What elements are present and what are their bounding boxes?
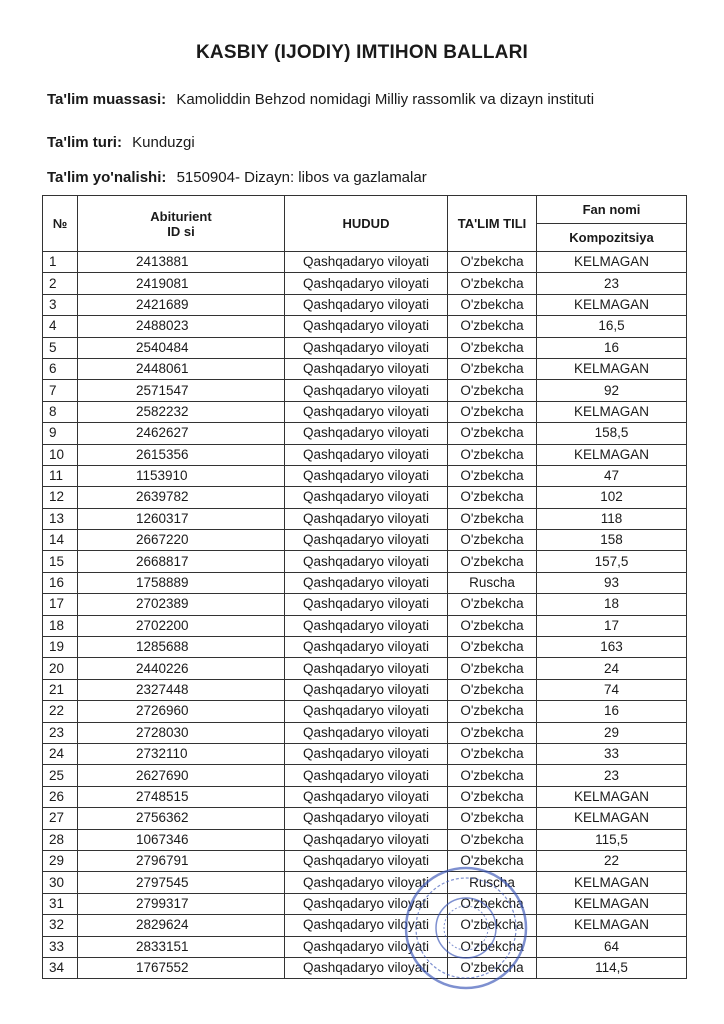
table-row	[43, 444, 687, 465]
cell-region: Qashqadaryo viloyati	[285, 508, 448, 529]
cell-score: 114,5	[537, 957, 687, 978]
cell-num: 13	[43, 508, 78, 529]
cell-applicant-id: 2639782	[78, 487, 285, 508]
cell-language: Ruscha	[448, 872, 537, 893]
cell-region: Qashqadaryo viloyati	[285, 872, 448, 893]
cell-region: Qashqadaryo viloyati	[285, 465, 448, 486]
cell-num: 14	[43, 530, 78, 551]
cell-score: KELMAGAN	[537, 401, 687, 422]
cell-score: 16	[537, 337, 687, 358]
cell-num: 28	[43, 829, 78, 850]
cell-applicant-id: 1285688	[78, 637, 285, 658]
cell-applicant-id: 1260317	[78, 508, 285, 529]
cell-score: KELMAGAN	[537, 915, 687, 936]
cell-applicant-id: 2799317	[78, 893, 285, 914]
cell-score: KELMAGAN	[537, 893, 687, 914]
cell-num: 5	[43, 337, 78, 358]
table-row	[43, 808, 687, 829]
direction-label: Ta'lim yo'nalishi:	[47, 169, 167, 186]
institution-line	[47, 91, 594, 108]
cell-num: 11	[43, 465, 78, 486]
study-type-line	[47, 134, 195, 151]
cell-region: Qashqadaryo viloyati	[285, 337, 448, 358]
cell-language: O'zbekcha	[448, 637, 537, 658]
cell-region: Qashqadaryo viloyati	[285, 808, 448, 829]
cell-num: 31	[43, 893, 78, 914]
cell-score: 18	[537, 594, 687, 615]
table-row	[43, 701, 687, 722]
cell-region: Qashqadaryo viloyati	[285, 850, 448, 871]
cell-applicant-id: 2702200	[78, 615, 285, 636]
cell-applicant-id: 2462627	[78, 423, 285, 444]
cell-num: 23	[43, 722, 78, 743]
table-row	[43, 465, 687, 486]
cell-score: KELMAGAN	[537, 252, 687, 273]
table-row	[43, 252, 687, 273]
cell-score: 23	[537, 765, 687, 786]
table-row	[43, 401, 687, 422]
cell-region: Qashqadaryo viloyati	[285, 273, 448, 294]
cell-score: 23	[537, 273, 687, 294]
table-row	[43, 572, 687, 593]
cell-applicant-id: 2667220	[78, 530, 285, 551]
cell-applicant-id: 1758889	[78, 572, 285, 593]
cell-num: 32	[43, 915, 78, 936]
cell-num: 7	[43, 380, 78, 401]
cell-num: 1	[43, 252, 78, 273]
cell-num: 10	[43, 444, 78, 465]
cell-applicant-id: 2833151	[78, 936, 285, 957]
cell-num: 15	[43, 551, 78, 572]
cell-region: Qashqadaryo viloyati	[285, 957, 448, 978]
cell-score: 16	[537, 701, 687, 722]
cell-region: Qashqadaryo viloyati	[285, 765, 448, 786]
cell-num: 26	[43, 786, 78, 807]
table-row	[43, 615, 687, 636]
cell-language: O'zbekcha	[448, 679, 537, 700]
cell-applicant-id: 2440226	[78, 658, 285, 679]
cell-language: O'zbekcha	[448, 829, 537, 850]
cell-num: 6	[43, 358, 78, 379]
cell-num: 29	[43, 850, 78, 871]
cell-language: O'zbekcha	[448, 722, 537, 743]
cell-language: O'zbekcha	[448, 273, 537, 294]
cell-language: O'zbekcha	[448, 465, 537, 486]
table-row	[43, 786, 687, 807]
cell-region: Qashqadaryo viloyati	[285, 722, 448, 743]
table-row	[43, 829, 687, 850]
cell-language: O'zbekcha	[448, 444, 537, 465]
cell-num: 2	[43, 273, 78, 294]
cell-region: Qashqadaryo viloyati	[285, 572, 448, 593]
cell-score: KELMAGAN	[537, 358, 687, 379]
direction-line	[47, 169, 427, 186]
cell-num: 9	[43, 423, 78, 444]
cell-applicant-id: 2488023	[78, 316, 285, 337]
cell-language: O'zbekcha	[448, 508, 537, 529]
cell-language: O'zbekcha	[448, 530, 537, 551]
cell-num: 30	[43, 872, 78, 893]
cell-num: 8	[43, 401, 78, 422]
cell-num: 33	[43, 936, 78, 957]
table-row	[43, 850, 687, 871]
cell-language: O'zbekcha	[448, 487, 537, 508]
cell-language: O'zbekcha	[448, 337, 537, 358]
cell-region: Qashqadaryo viloyati	[285, 936, 448, 957]
cell-language: O'zbekcha	[448, 594, 537, 615]
cell-region: Qashqadaryo viloyati	[285, 444, 448, 465]
cell-score: 92	[537, 380, 687, 401]
col-header-id-line1: Abiturient	[150, 208, 212, 224]
cell-applicant-id: 2796791	[78, 850, 285, 871]
cell-score: KELMAGAN	[537, 786, 687, 807]
cell-score: 17	[537, 615, 687, 636]
cell-score: KELMAGAN	[537, 808, 687, 829]
cell-language: O'zbekcha	[448, 850, 537, 871]
institution-value: Kamoliddin Behzod nomidagi Milliy rassomlik va dizayn instituti	[176, 91, 595, 108]
cell-region: Qashqadaryo viloyati	[285, 658, 448, 679]
cell-language: O'zbekcha	[448, 936, 537, 957]
cell-region: Qashqadaryo viloyati	[285, 380, 448, 401]
cell-score: 24	[537, 658, 687, 679]
cell-language: O'zbekcha	[448, 915, 537, 936]
col-header-subject-group: Fan nomi	[537, 196, 687, 224]
table-row	[43, 423, 687, 444]
cell-applicant-id: 2540484	[78, 337, 285, 358]
cell-num: 22	[43, 701, 78, 722]
cell-language: O'zbekcha	[448, 808, 537, 829]
cell-score: KELMAGAN	[537, 444, 687, 465]
cell-applicant-id: 2448061	[78, 358, 285, 379]
cell-region: Qashqadaryo viloyati	[285, 316, 448, 337]
cell-score: KELMAGAN	[537, 294, 687, 315]
cell-language: O'zbekcha	[448, 765, 537, 786]
table-row	[43, 893, 687, 914]
cell-applicant-id: 2829624	[78, 915, 285, 936]
cell-applicant-id: 2615356	[78, 444, 285, 465]
cell-language: O'zbekcha	[448, 380, 537, 401]
cell-num: 12	[43, 487, 78, 508]
cell-applicant-id: 2748515	[78, 786, 285, 807]
cell-language: O'zbekcha	[448, 957, 537, 978]
table-row	[43, 957, 687, 978]
cell-language: O'zbekcha	[448, 316, 537, 337]
institution-label: Ta'lim muassasi:	[47, 91, 167, 108]
cell-applicant-id: 2728030	[78, 722, 285, 743]
cell-applicant-id: 2413881	[78, 252, 285, 273]
cell-score: 22	[537, 850, 687, 871]
col-header-id-line2: ID si	[167, 223, 195, 239]
cell-num: 34	[43, 957, 78, 978]
cell-language: O'zbekcha	[448, 252, 537, 273]
cell-applicant-id: 2797545	[78, 872, 285, 893]
cell-applicant-id: 1067346	[78, 829, 285, 850]
table-row	[43, 679, 687, 700]
cell-region: Qashqadaryo viloyati	[285, 358, 448, 379]
cell-region: Qashqadaryo viloyati	[285, 893, 448, 914]
cell-language: O'zbekcha	[448, 701, 537, 722]
cell-language: O'zbekcha	[448, 786, 537, 807]
cell-num: 19	[43, 637, 78, 658]
table-row	[43, 658, 687, 679]
cell-applicant-id: 1153910	[78, 465, 285, 486]
cell-num: 21	[43, 679, 78, 700]
cell-region: Qashqadaryo viloyati	[285, 637, 448, 658]
study-type-value: Kunduzgi	[132, 134, 195, 151]
cell-language: O'zbekcha	[448, 743, 537, 764]
cell-applicant-id: 2756362	[78, 808, 285, 829]
col-header-id	[78, 196, 285, 252]
cell-num: 18	[43, 615, 78, 636]
cell-language: O'zbekcha	[448, 615, 537, 636]
cell-applicant-id: 2421689	[78, 294, 285, 315]
table-row	[43, 872, 687, 893]
cell-language: O'zbekcha	[448, 551, 537, 572]
cell-num: 4	[43, 316, 78, 337]
cell-score: 163	[537, 637, 687, 658]
table-row	[43, 316, 687, 337]
table-row	[43, 915, 687, 936]
cell-language: O'zbekcha	[448, 423, 537, 444]
col-header-subject: Kompozitsiya	[537, 224, 687, 252]
cell-applicant-id: 2419081	[78, 273, 285, 294]
cell-score: 47	[537, 465, 687, 486]
table-row	[43, 765, 687, 786]
table-row	[43, 743, 687, 764]
cell-score: 33	[537, 743, 687, 764]
cell-score: 102	[537, 487, 687, 508]
table-row	[43, 530, 687, 551]
cell-score: 93	[537, 572, 687, 593]
cell-score: 74	[537, 679, 687, 700]
study-type-label: Ta'lim turi:	[47, 134, 122, 151]
table-row	[43, 358, 687, 379]
cell-region: Qashqadaryo viloyati	[285, 701, 448, 722]
table-body	[43, 252, 687, 979]
cell-region: Qashqadaryo viloyati	[285, 615, 448, 636]
cell-applicant-id: 2582232	[78, 401, 285, 422]
table-row	[43, 487, 687, 508]
cell-num: 24	[43, 743, 78, 764]
cell-language: O'zbekcha	[448, 658, 537, 679]
cell-region: Qashqadaryo viloyati	[285, 294, 448, 315]
cell-score: 158	[537, 530, 687, 551]
cell-region: Qashqadaryo viloyati	[285, 423, 448, 444]
cell-score: KELMAGAN	[537, 872, 687, 893]
table-row	[43, 594, 687, 615]
cell-region: Qashqadaryo viloyati	[285, 530, 448, 551]
cell-region: Qashqadaryo viloyati	[285, 829, 448, 850]
cell-region: Qashqadaryo viloyati	[285, 551, 448, 572]
cell-applicant-id: 2571547	[78, 380, 285, 401]
cell-language: O'zbekcha	[448, 358, 537, 379]
table-row	[43, 551, 687, 572]
cell-num: 17	[43, 594, 78, 615]
cell-score: 158,5	[537, 423, 687, 444]
table-row	[43, 936, 687, 957]
cell-num: 16	[43, 572, 78, 593]
table-row	[43, 637, 687, 658]
cell-region: Qashqadaryo viloyati	[285, 252, 448, 273]
cell-language: Ruscha	[448, 572, 537, 593]
cell-region: Qashqadaryo viloyati	[285, 786, 448, 807]
direction-value: 5150904- Dizayn: libos va gazlamalar	[176, 169, 427, 186]
table-row	[43, 508, 687, 529]
cell-region: Qashqadaryo viloyati	[285, 401, 448, 422]
table-row	[43, 722, 687, 743]
col-header-language: TA'LIM TILI	[448, 196, 537, 252]
cell-language: O'zbekcha	[448, 294, 537, 315]
cell-region: Qashqadaryo viloyati	[285, 487, 448, 508]
cell-score: 29	[537, 722, 687, 743]
cell-applicant-id: 1767552	[78, 957, 285, 978]
cell-region: Qashqadaryo viloyati	[285, 594, 448, 615]
cell-region: Qashqadaryo viloyati	[285, 679, 448, 700]
cell-score: 64	[537, 936, 687, 957]
scores-table	[42, 195, 687, 979]
cell-region: Qashqadaryo viloyati	[285, 915, 448, 936]
cell-applicant-id: 2627690	[78, 765, 285, 786]
cell-region: Qashqadaryo viloyati	[285, 743, 448, 764]
cell-applicant-id: 2668817	[78, 551, 285, 572]
page-title: KASBIY (IJODIY) IMTIHON BALLARI	[195, 42, 529, 63]
cell-language: O'zbekcha	[448, 893, 537, 914]
cell-applicant-id: 2732110	[78, 743, 285, 764]
table-row	[43, 337, 687, 358]
cell-applicant-id: 2726960	[78, 701, 285, 722]
cell-score: 118	[537, 508, 687, 529]
table-row	[43, 294, 687, 315]
table-row	[43, 273, 687, 294]
cell-score: 115,5	[537, 829, 687, 850]
col-header-num: №	[43, 196, 78, 252]
cell-language: O'zbekcha	[448, 401, 537, 422]
cell-score: 16,5	[537, 316, 687, 337]
cell-applicant-id: 2327448	[78, 679, 285, 700]
cell-num: 3	[43, 294, 78, 315]
table-row	[43, 380, 687, 401]
cell-num: 20	[43, 658, 78, 679]
cell-num: 25	[43, 765, 78, 786]
col-header-region: HUDUD	[285, 196, 448, 252]
cell-applicant-id: 2702389	[78, 594, 285, 615]
cell-score: 157,5	[537, 551, 687, 572]
cell-num: 27	[43, 808, 78, 829]
